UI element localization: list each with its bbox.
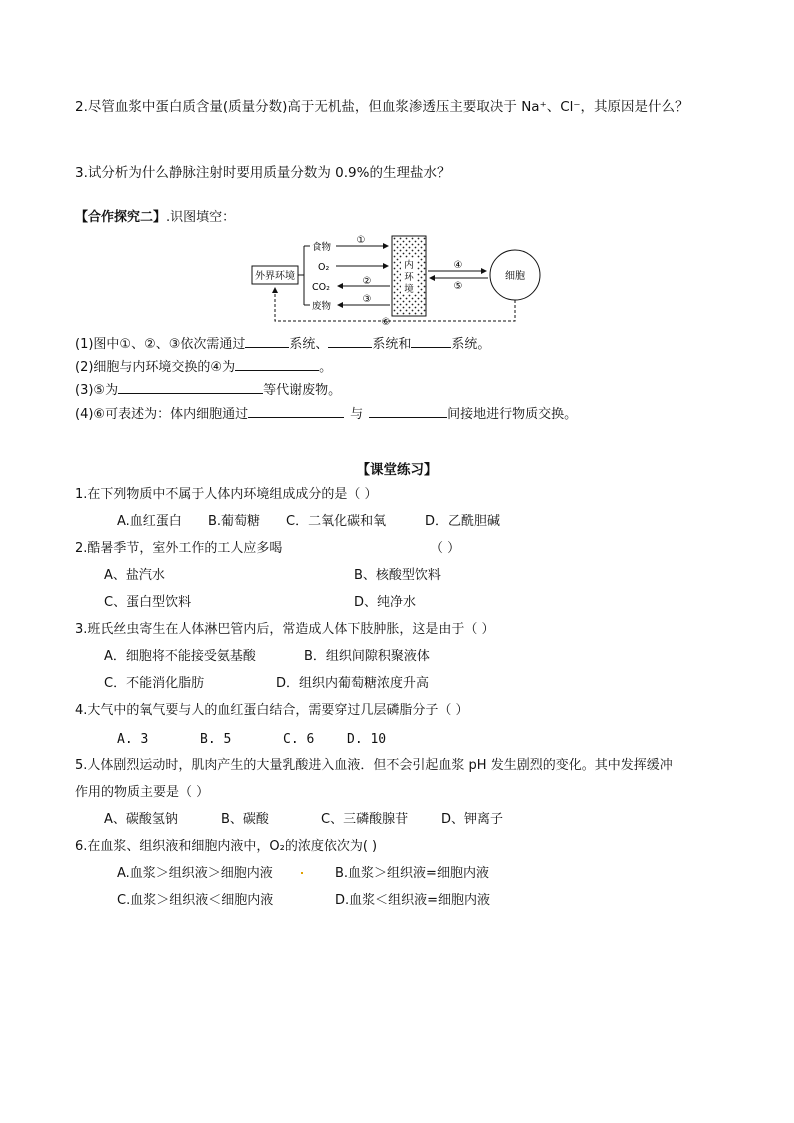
q3-option-b[interactable]: B．组织间隙积聚液体 [304, 649, 430, 664]
practice-q6: 6.在血浆、组织液和细胞内液中，O₂的浓度依次为( ) [75, 839, 378, 854]
waste-label: 废物 [312, 301, 332, 312]
num-5: ⑤ [453, 281, 463, 292]
num-4: ④ [453, 260, 463, 271]
q6-option-c[interactable]: C.血浆＞组织液＜细胞内液 [117, 893, 274, 908]
fill-1-blank-2[interactable] [328, 334, 372, 348]
cooperative-heading: 【合作探究二】 [75, 210, 167, 225]
q4-option-b[interactable]: B. 5 [200, 732, 232, 747]
cooperative-heading-line [75, 209, 235, 227]
q1-option-c[interactable]: C．二氧化碳和氧 [286, 514, 387, 529]
fill-1-text-b: 系统、 [289, 337, 329, 352]
fill-1-text-c: 系统和 [372, 337, 412, 352]
practice-q4: 4.大气中的氧气要与人的血红蛋白结合，需要穿过几层磷脂分子（ ） [75, 703, 469, 718]
inner-env-char-2: 环 [404, 272, 414, 283]
q2-option-b[interactable]: B、核酸型饮料 [354, 568, 441, 583]
num-6: ⑥ [381, 317, 391, 328]
inner-env-char-3: 境 [404, 284, 414, 295]
practice-q5-line2: 作用的物质主要是（ ） [75, 785, 210, 800]
cell-label: 细胞 [505, 271, 525, 282]
food-label: 食物 [312, 242, 332, 253]
practice-q3: 3.班氏丝虫寄生在人体淋巴管内后，常造成人体下肢肿胀，这是由于（ ） [75, 622, 495, 637]
q3-option-d[interactable]: D．组织内葡萄糖浓度升高 [276, 676, 430, 691]
fill-4-text-c: 间接地进行物质交换。 [447, 407, 578, 422]
q6-option-d[interactable]: D.血浆＜组织液=细胞内液 [335, 893, 491, 908]
fill-4-blank-2[interactable] [369, 404, 447, 418]
co2-label: CO₂ [312, 282, 330, 293]
q6-option-a[interactable]: A.血浆＞组织液＞细胞内液 [117, 866, 273, 881]
fill-4-text-b: 与 [350, 407, 364, 422]
fill-line-1 [75, 334, 490, 354]
fill-3-text-b: 等代谢废物。 [263, 383, 342, 398]
fill-4-text-a: (4)⑥可表述为：体内细胞通过 [75, 407, 249, 422]
q2-option-c[interactable]: C、蛋白型饮料 [104, 595, 192, 610]
o2-label: O₂ [318, 262, 330, 273]
question-2: 2.尽管血浆中蛋白质含量(质量分数)高于无机盐，但血浆渗透压主要取决于 Na⁺、Cl⁻，其原因是什么？ [75, 99, 689, 115]
q5-option-c[interactable]: C、三磷酸腺苷 [321, 812, 409, 827]
q1-option-a[interactable]: A.血红蛋白 [117, 514, 182, 529]
fill-1-blank-3[interactable] [411, 334, 451, 348]
q2-option-d[interactable]: D、纯净水 [354, 595, 417, 610]
fill-2-blank[interactable] [235, 357, 319, 371]
fill-3-blank[interactable] [118, 380, 263, 394]
fill-2-text-a: (2)细胞与内环境交换的④为 [75, 360, 236, 375]
num-1: ① [356, 235, 366, 246]
q5-option-d[interactable]: D、钾离子 [441, 812, 504, 827]
num-2: ② [362, 276, 372, 287]
fill-line-4 [75, 404, 577, 424]
cooperative-instruction: .识图填空： [166, 210, 236, 225]
fill-line-2 [75, 357, 332, 377]
fill-4-blank-1[interactable] [248, 404, 344, 418]
practice-title: 【课堂练习】 [356, 462, 438, 478]
q3-option-a[interactable]: A．细胞将不能接受氨基酸 [104, 649, 256, 664]
q4-option-c[interactable]: C. 6 [283, 732, 315, 747]
practice-q2-paren: （ ） [430, 541, 461, 556]
q1-option-b[interactable]: B.葡萄糖 [208, 514, 261, 529]
outer-env-label: 外界环境 [255, 271, 295, 282]
practice-q2: 2.酷暑季节，室外工作的工人应多喝 [75, 541, 283, 556]
practice-q1: 1.在下列物质中不属于人体内环境组成成分的是（ ） [75, 487, 378, 502]
q5-option-a[interactable]: A、碳酸氢钠 [104, 812, 178, 827]
q4-option-a[interactable]: A. 3 [117, 732, 149, 747]
q1-option-d[interactable]: D．乙酰胆碱 [425, 514, 501, 529]
inner-environment-diagram [240, 228, 560, 328]
num-3: ③ [362, 294, 372, 305]
inner-env-char-1: 内 [404, 260, 414, 271]
q5-option-b[interactable]: B、碳酸 [221, 812, 269, 827]
q2-option-a[interactable]: A、盐汽水 [104, 568, 165, 583]
fill-1-text-a: (1)图中①、②、③依次需通过 [75, 337, 246, 352]
fill-1-text-d: 系统。 [451, 337, 491, 352]
fill-1-blank-1[interactable] [245, 334, 289, 348]
q4-option-d[interactable]: D. 10 [347, 732, 387, 747]
q3-option-c[interactable]: C．不能消化脂肪 [104, 676, 205, 691]
question-3: 3.试分析为什么静脉注射时要用质量分数为 0.9%的生理盐水？ [75, 165, 451, 181]
stray-dot [301, 872, 303, 874]
fill-line-3 [75, 380, 341, 400]
fill-3-text-a: (3)⑤为 [75, 383, 119, 398]
practice-q5-line1: 5.人体剧烈运动时，肌肉产生的大量乳酸进入血液．但不会引起血浆 pH 发生剧烈的变化。其中发挥缓冲 [75, 758, 673, 773]
q6-option-b[interactable]: B.血浆＞组织液=细胞内液 [335, 866, 489, 881]
fill-2-text-b: 。 [319, 360, 333, 375]
